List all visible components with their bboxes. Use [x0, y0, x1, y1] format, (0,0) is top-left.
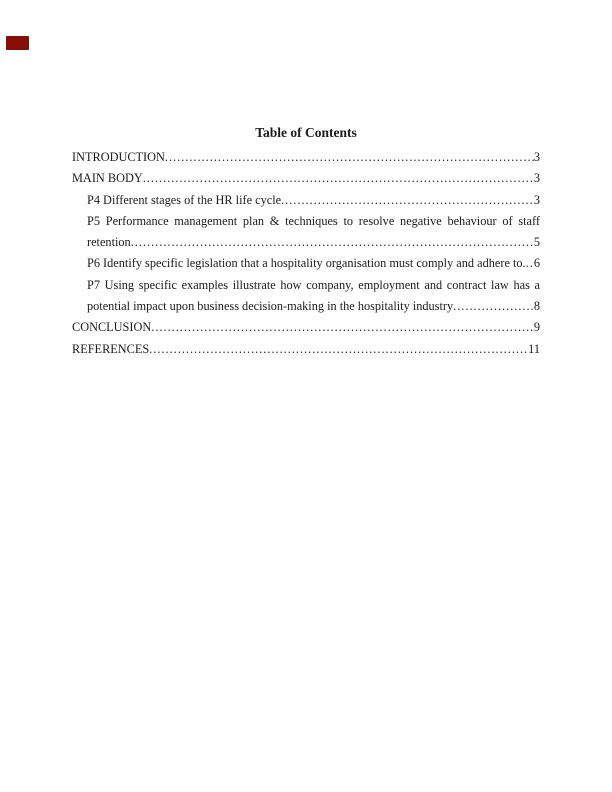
- page-number: 9: [533, 320, 540, 335]
- toc-heading: Table of Contents: [255, 125, 357, 140]
- toc-entry-main-body: [72, 168, 540, 189]
- toc-entry-p5-line2: [87, 232, 540, 253]
- page-number: 6: [533, 256, 540, 271]
- dot-leader: [165, 147, 534, 168]
- toc-entry-label: INTRODUCTION: [72, 150, 165, 164]
- page-number: 8: [533, 299, 540, 314]
- toc-entry-list: [72, 147, 540, 360]
- page-number: 3: [533, 171, 540, 186]
- dot-leader: [131, 232, 534, 253]
- dot-leader: [143, 168, 534, 189]
- toc-entry-p7-line1: P7 Using specific examples illustrate how company, employment and contract law has a: [87, 277, 540, 292]
- dot-leader: [453, 296, 534, 317]
- dot-leader: [526, 253, 534, 274]
- page-number: 3: [533, 192, 540, 207]
- dot-leader: [149, 339, 528, 360]
- toc-entry-label: REFERENCES: [72, 341, 150, 356]
- page-number: 11: [528, 341, 540, 356]
- toc-entry-references: [72, 339, 540, 360]
- corner-stamp: [6, 36, 29, 50]
- dot-leader: [281, 190, 534, 211]
- toc-entry-conclusion: [72, 317, 540, 338]
- toc-entry-label: CONCLUSION: [72, 320, 152, 335]
- toc-entry-p4: [87, 190, 540, 211]
- toc-entry-introduction: [72, 147, 540, 168]
- toc-entry-label: P4 Different stages of the HR life cycle: [87, 192, 282, 207]
- toc-entry-p7-line2: [87, 296, 540, 317]
- page-number: 5: [533, 235, 540, 250]
- page-number: 3: [533, 150, 540, 164]
- toc-entry-label: MAIN BODY: [72, 171, 143, 186]
- toc-entry-label: retention: [87, 235, 131, 250]
- table-of-contents: [72, 123, 540, 360]
- dot-leader: [151, 317, 534, 338]
- toc-entry-p5-line1: P5 Performance management plan & techniques to resolve negative behaviour of staff: [87, 213, 540, 228]
- toc-entry-p6: [87, 253, 540, 274]
- toc-entry-label: potential impact upon business decision-making in the hospitality industry: [87, 299, 454, 314]
- toc-entry-label: P6 Identify specific legislation that a hospitality organisation must comply and adhere to.: [87, 256, 526, 271]
